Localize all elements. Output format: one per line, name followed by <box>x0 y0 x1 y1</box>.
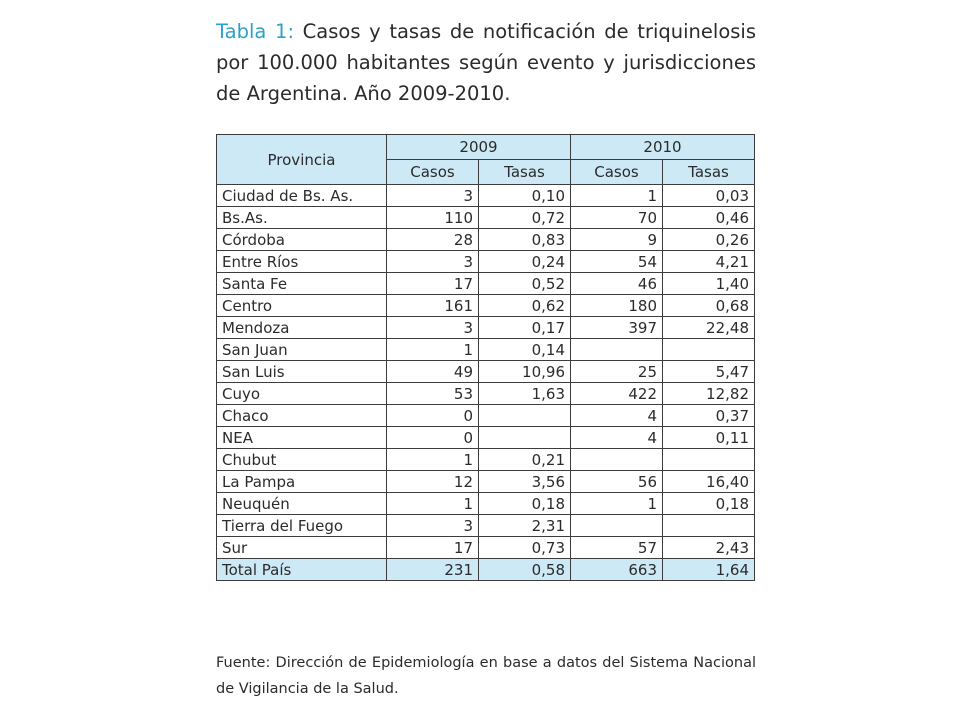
cell-tasas-2010: 22,48 <box>663 317 755 339</box>
cell-tasas-2010: 0,11 <box>663 427 755 449</box>
cell-provincia: Centro <box>217 295 387 317</box>
cell-tasas-2009 <box>479 405 571 427</box>
cell-casos-2010: 25 <box>571 361 663 383</box>
cell-casos-2009: 28 <box>387 229 479 251</box>
cell-provincia: Sur <box>217 537 387 559</box>
header-casos-2010: Casos <box>571 160 663 185</box>
table-row <box>217 405 755 427</box>
cell-casos-2010: 4 <box>571 427 663 449</box>
total-cell-casos-2010: 663 <box>571 559 663 581</box>
caption-label: Tabla 1: <box>216 20 295 43</box>
cell-tasas-2010 <box>663 449 755 471</box>
cell-provincia: Entre Ríos <box>217 251 387 273</box>
cell-provincia: Chaco <box>217 405 387 427</box>
table-row <box>217 185 755 207</box>
cell-tasas-2010: 1,40 <box>663 273 755 295</box>
table-row <box>217 273 755 295</box>
cell-casos-2009: 1 <box>387 493 479 515</box>
cell-provincia: Neuquén <box>217 493 387 515</box>
cell-tasas-2009: 1,63 <box>479 383 571 405</box>
cell-casos-2009: 0 <box>387 405 479 427</box>
cell-provincia: Bs.As. <box>217 207 387 229</box>
cell-tasas-2010: 12,82 <box>663 383 755 405</box>
cell-casos-2010: 422 <box>571 383 663 405</box>
cell-casos-2010: 54 <box>571 251 663 273</box>
cell-tasas-2009 <box>479 427 571 449</box>
total-row <box>217 559 755 581</box>
cell-casos-2010: 397 <box>571 317 663 339</box>
cell-tasas-2009: 0,14 <box>479 339 571 361</box>
header-year-2010: 2010 <box>571 135 755 160</box>
cell-tasas-2009: 0,62 <box>479 295 571 317</box>
cell-tasas-2009: 0,21 <box>479 449 571 471</box>
cell-casos-2009: 3 <box>387 317 479 339</box>
table-row <box>217 537 755 559</box>
cell-casos-2010: 70 <box>571 207 663 229</box>
cell-provincia: Mendoza <box>217 317 387 339</box>
header-tasas-2009: Tasas <box>479 160 571 185</box>
cell-casos-2009: 161 <box>387 295 479 317</box>
table-row <box>217 493 755 515</box>
header-year-2009: 2009 <box>387 135 571 160</box>
cell-tasas-2010: 5,47 <box>663 361 755 383</box>
total-cell-casos-2009: 231 <box>387 559 479 581</box>
table-row <box>217 295 755 317</box>
table-row <box>217 317 755 339</box>
cell-casos-2010 <box>571 515 663 537</box>
cell-casos-2010: 46 <box>571 273 663 295</box>
table-row <box>217 449 755 471</box>
cell-tasas-2009: 0,72 <box>479 207 571 229</box>
cell-casos-2010: 1 <box>571 185 663 207</box>
cell-tasas-2009: 10,96 <box>479 361 571 383</box>
cell-provincia: La Pampa <box>217 471 387 493</box>
cell-provincia: Santa Fe <box>217 273 387 295</box>
cell-tasas-2010: 0,37 <box>663 405 755 427</box>
cell-tasas-2009: 0,10 <box>479 185 571 207</box>
cell-tasas-2009: 0,83 <box>479 229 571 251</box>
header-casos-2009: Casos <box>387 160 479 185</box>
table-row <box>217 251 755 273</box>
cell-tasas-2009: 0,17 <box>479 317 571 339</box>
cell-tasas-2009: 0,24 <box>479 251 571 273</box>
table-row <box>217 229 755 251</box>
cell-casos-2010 <box>571 449 663 471</box>
cell-casos-2010 <box>571 339 663 361</box>
cell-casos-2009: 3 <box>387 251 479 273</box>
cell-provincia: San Luis <box>217 361 387 383</box>
cell-tasas-2010: 0,26 <box>663 229 755 251</box>
cell-tasas-2009: 3,56 <box>479 471 571 493</box>
cell-casos-2009: 17 <box>387 537 479 559</box>
header-provincia: Provincia <box>217 135 387 185</box>
table-row <box>217 515 755 537</box>
cell-tasas-2010: 16,40 <box>663 471 755 493</box>
cell-casos-2009: 0 <box>387 427 479 449</box>
cell-tasas-2009: 0,18 <box>479 493 571 515</box>
table-row <box>217 383 755 405</box>
cell-casos-2009: 3 <box>387 515 479 537</box>
total-cell-provincia: Total País <box>217 559 387 581</box>
cell-tasas-2010: 4,21 <box>663 251 755 273</box>
total-cell-tasas-2010: 1,64 <box>663 559 755 581</box>
cell-casos-2009: 1 <box>387 339 479 361</box>
cell-casos-2009: 1 <box>387 449 479 471</box>
cell-provincia: Chubut <box>217 449 387 471</box>
cell-casos-2009: 49 <box>387 361 479 383</box>
table-row <box>217 207 755 229</box>
cell-casos-2010: 9 <box>571 229 663 251</box>
source-note: Fuente: Dirección de Epidemiología en base a datos del Sistema Nacional de Vigilancia de la Salud. <box>216 655 756 697</box>
cell-provincia: NEA <box>217 427 387 449</box>
cell-tasas-2010: 0,18 <box>663 493 755 515</box>
table-row <box>217 361 755 383</box>
cell-casos-2009: 110 <box>387 207 479 229</box>
cell-tasas-2009: 0,52 <box>479 273 571 295</box>
table-row <box>217 339 755 361</box>
cell-provincia: San Juan <box>217 339 387 361</box>
total-cell-tasas-2009: 0,58 <box>479 559 571 581</box>
cell-casos-2009: 53 <box>387 383 479 405</box>
cell-tasas-2010 <box>663 339 755 361</box>
cell-provincia: Cuyo <box>217 383 387 405</box>
cell-tasas-2010 <box>663 515 755 537</box>
cell-casos-2010: 56 <box>571 471 663 493</box>
caption-text: Casos y tasas de notificación de triquinelosis por 100.000 habitantes según evento y jurisdicciones de Argentina. Año 2009-2010. <box>216 20 756 105</box>
table-caption <box>216 16 756 109</box>
cases-table <box>216 134 755 581</box>
table-body <box>217 185 755 581</box>
cell-provincia: Córdoba <box>217 229 387 251</box>
cell-casos-2009: 12 <box>387 471 479 493</box>
table-row <box>217 471 755 493</box>
cell-tasas-2010: 0,03 <box>663 185 755 207</box>
cell-casos-2009: 3 <box>387 185 479 207</box>
cell-tasas-2010: 0,68 <box>663 295 755 317</box>
header-tasas-2010: Tasas <box>663 160 755 185</box>
cell-casos-2010: 4 <box>571 405 663 427</box>
cell-tasas-2009: 0,73 <box>479 537 571 559</box>
cell-casos-2010: 180 <box>571 295 663 317</box>
cell-casos-2010: 57 <box>571 537 663 559</box>
cell-casos-2009: 17 <box>387 273 479 295</box>
cell-tasas-2009: 2,31 <box>479 515 571 537</box>
cell-provincia: Ciudad de Bs. As. <box>217 185 387 207</box>
cell-tasas-2010: 2,43 <box>663 537 755 559</box>
table-row <box>217 427 755 449</box>
cell-provincia: Tierra del Fuego <box>217 515 387 537</box>
cell-tasas-2010: 0,46 <box>663 207 755 229</box>
cell-casos-2010: 1 <box>571 493 663 515</box>
